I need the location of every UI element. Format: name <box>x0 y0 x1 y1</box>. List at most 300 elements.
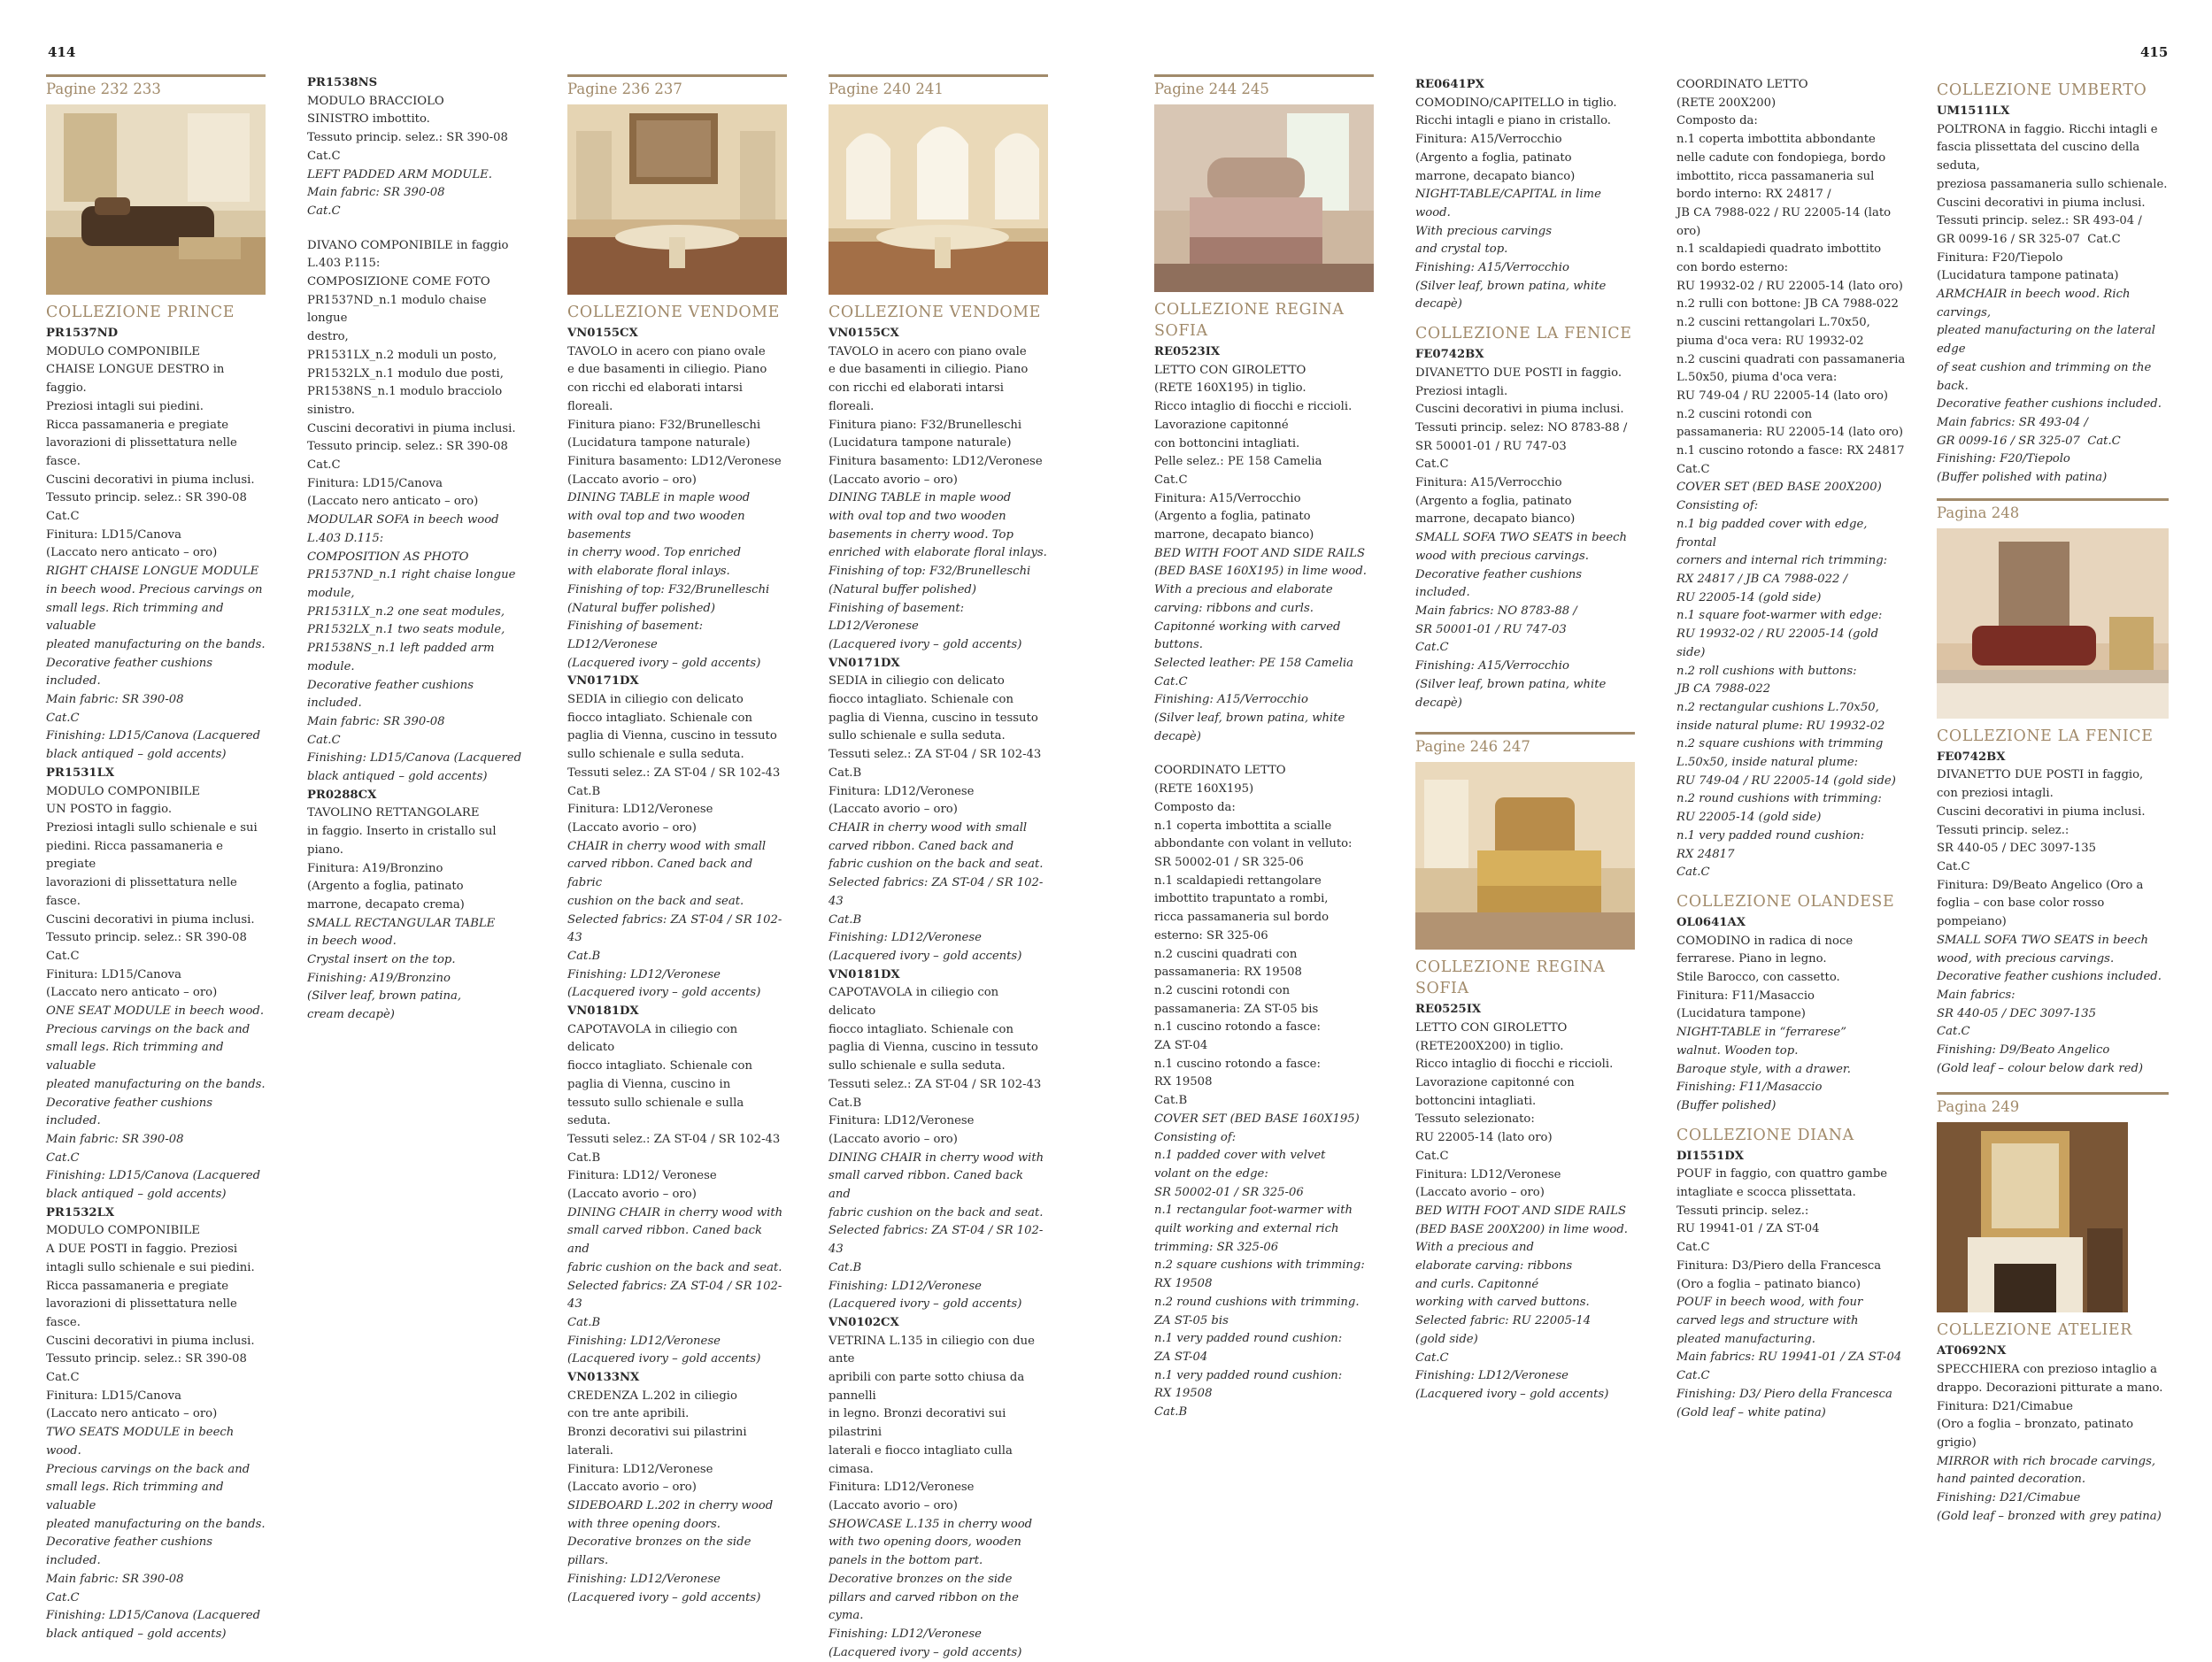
text-line: black antiqued – gold accents) <box>307 770 488 784</box>
text-line: (Argento a foglia, patinato <box>307 880 464 894</box>
text-line: SINISTRO imbottito. <box>307 112 430 127</box>
text-line: e due basamenti in ciliegio. Piano <box>567 363 767 377</box>
text-line: RX 19508 <box>1154 1387 1213 1401</box>
text-line: paglia di Vienna, cuscino in tessuto <box>829 711 1038 725</box>
text-line: carved ribbon. Caned back and fabric <box>567 858 757 890</box>
text-line: CHAISE LONGUE DESTRO in faggio. <box>46 363 228 396</box>
text-line: marrone, decapato bianco) <box>1154 528 1314 542</box>
text-line: esterno: SR 325-06 <box>1154 928 1268 943</box>
text-line: SEDIA in ciliegio con delicato <box>829 674 1005 689</box>
text-line: COVER SET (BED BASE 200X200) <box>1676 481 1882 495</box>
text-line: Finitura: A19/Bronzino <box>307 861 443 875</box>
text-line: hand painted decoration. <box>1937 1473 2086 1487</box>
text-line: PR1531LX_n.2 moduli un posto, <box>307 348 497 362</box>
text-line: JB CA 7988-022 / RU 22005-14 (lato oro) <box>1676 205 1895 238</box>
text-line: Tessuti princip. selez.: SR 493-04 / <box>1937 214 2142 228</box>
text-line: in faggio. Inserto in cristallo sul piano. <box>307 825 500 857</box>
spacer <box>307 221 527 237</box>
text-line: TAVOLINO RETTANGOLARE <box>307 806 480 820</box>
product-text <box>1676 76 1908 882</box>
text-line: (Laccato avorio – oro) <box>829 473 958 487</box>
text-line: n.1 coperta imbottita a scialle <box>1154 819 1332 833</box>
text-line: Tessuti selez.: ZA ST-04 / SR 102-43 <box>567 1132 781 1146</box>
text-line: PR1537ND_n.1 modulo chaise longue <box>307 293 490 326</box>
text-line: n.1 cuscino rotondo a fasce: RX 24817 <box>1676 444 1905 458</box>
text-line: destro, <box>307 330 349 344</box>
text-line: paglia di Vienna, cuscino in <box>567 1077 731 1091</box>
text-line: Finitura: LD15/Canova <box>46 1389 181 1403</box>
text-line: module. <box>307 659 355 673</box>
text-line: GR 0099-16 / SR 325-07 Cat.C <box>1937 232 2121 246</box>
text-line: Decorative feather cushions included. <box>46 1096 217 1128</box>
text-line: Cat.C <box>1676 1241 1710 1255</box>
text-line: RU 19932-02 / RU 22005-14 (gold side) <box>1676 627 1883 659</box>
text-line: Decorative bronzes on the side <box>829 1572 1013 1586</box>
text-line: (Gold leaf – bronzed with grey patina) <box>1937 1509 2162 1523</box>
text-line: e due basamenti in ciliegio. Piano <box>829 363 1029 377</box>
text-line: small carved ribbon. Caned back and <box>829 1169 1028 1202</box>
text-line: Tessuto princip. selez.: SR 390-08 <box>46 931 247 945</box>
column-1 <box>46 74 266 1644</box>
text-line: Finishing: F11/Masaccio <box>1676 1081 1823 1095</box>
product-text <box>829 325 1048 1662</box>
text-line: With a precious and <box>1415 1241 1534 1255</box>
text-line: apribili con parte sotto chiusa da pannelli <box>829 1371 1029 1403</box>
text-line: Cat.C <box>307 733 341 747</box>
text-line: Consisting of: <box>1676 499 1759 513</box>
text-line: Ricco intaglio di fiocchi e riccioli. <box>1154 400 1353 414</box>
text-line: (Silver leaf, brown patina, white decapè) <box>1154 712 1349 743</box>
collection-heading: COLLEZIONE VENDOME <box>829 304 1041 321</box>
text-line: (Buffer polished) <box>1676 1098 1777 1112</box>
text-line: Cat.C <box>307 149 341 163</box>
text-line: n.1 very padded round cushion: <box>1154 1368 1343 1382</box>
text-line: Finishing of basement: LD12/Veronese <box>829 601 968 634</box>
text-line: Decorative feather cushions included. <box>46 1535 217 1568</box>
text-line: (Laccato avorio – oro) <box>567 820 697 835</box>
text-line: RU 19941-01 / ZA ST-04 <box>1676 1222 1820 1236</box>
product-text <box>1676 914 1908 1116</box>
text-line: L.403 D.115: <box>307 531 384 545</box>
text-line: PR1531LX_n.2 one seat modules, <box>307 604 505 619</box>
text-line: Cat.B <box>567 1150 601 1165</box>
text-line: trimming: SR 325-06 <box>1154 1240 1279 1254</box>
text-line: Main fabrics: NO 8783-88 / <box>1415 604 1577 618</box>
text-line: MODULO COMPONIBILE <box>46 1224 200 1238</box>
product-code: VN0171DX <box>829 656 900 670</box>
text-line: (RETE 200X200) <box>1676 96 1777 110</box>
text-line: passamaneria: ZA ST-05 bis <box>1154 1002 1319 1016</box>
product-code: PR1532LX <box>46 1205 115 1220</box>
text-line: L.403 P.115: <box>307 257 381 271</box>
product-code: PR1538NS <box>307 76 378 89</box>
column-4 <box>829 74 1048 1662</box>
text-line: Finitura basamento: LD12/Veronese <box>829 454 1043 468</box>
text-line: Finitura: LD12/Veronese <box>829 1481 975 1495</box>
text-line: ZA ST-04 <box>1154 1350 1208 1364</box>
text-line: POLTRONA in faggio. Ricchi intagli e <box>1937 122 2158 136</box>
text-line: (RETE200X200) in tiglio. <box>1415 1039 1564 1053</box>
text-line: (Argento a foglia, patinato <box>1154 510 1311 524</box>
text-line: Cat.C <box>1676 866 1710 880</box>
text-line: Capitonné working with carved buttons. <box>1154 619 1345 652</box>
text-line: Tessuti selez.: ZA ST-04 / SR 102-43 Cat.B <box>829 1077 1049 1110</box>
text-line: TAVOLO in acero con piano ovale <box>567 344 766 358</box>
text-line: Cat.C <box>307 204 341 218</box>
text-line: (Lacquered ivory – gold accents) <box>567 1590 761 1604</box>
product-code: RE0523IX <box>1154 345 1221 358</box>
product-text <box>567 325 787 1607</box>
text-line: carving: ribbons and curls. <box>1154 601 1314 615</box>
product-code: VN0155CX <box>567 327 638 340</box>
text-line: Tessuti princip. selez.: <box>1937 823 2069 837</box>
text-line: Tessuti princip. selez.: <box>1676 1204 1809 1218</box>
text-line: With precious carvings <box>1415 224 1552 238</box>
text-line: Cat.B <box>567 1315 601 1329</box>
photo-bedroom-gold <box>1415 762 1635 950</box>
product-code: RE0525IX <box>1415 1003 1482 1017</box>
collection-heading: COLLEZIONE OLANDESE <box>1676 892 1895 911</box>
photo-bedroom <box>1154 104 1374 292</box>
text-line: (Argento a foglia, patinato <box>1415 494 1572 508</box>
text-line: (Lucidatura tampone naturale) <box>829 436 1012 450</box>
text-line: abbondante con volant in velluto: <box>1154 837 1353 851</box>
text-line: carved ribbon. Caned back and <box>829 839 1014 853</box>
text-line: Cat.C <box>1937 859 1970 873</box>
text-line: Cat.C <box>46 510 80 524</box>
text-line: SR 50002-01 / SR 325-06 <box>1154 1185 1304 1199</box>
collection-heading: COLLEZIONE ATELIER <box>1937 1321 2132 1340</box>
text-line: Finishing: LD12/Veronese <box>829 1627 982 1641</box>
text-line: Finishing of top: F32/Brunelleschi <box>567 582 770 596</box>
text-line: PR1537ND_n.1 right chaise longue <box>307 568 516 582</box>
text-line: n.1 scaldapiedi rettangolare <box>1154 873 1322 888</box>
text-line: (Oro a foglia – bronzato, patinato grigio) <box>1937 1418 2138 1450</box>
text-line: Ricco intaglio di fiocchi e riccioli. <box>1415 1058 1614 1072</box>
text-line: n.2 cuscini rotondi con <box>1154 983 1291 997</box>
text-line: LETTO CON GIROLETTO <box>1154 363 1306 377</box>
text-line: Cat.C <box>46 949 80 963</box>
text-line: quilt working and external rich <box>1154 1222 1339 1236</box>
text-line: Finitura: F11/Masaccio <box>1676 989 1815 1003</box>
text-line: Finishing: LD12/Veronese <box>567 1572 721 1586</box>
text-line: Finitura piano: F32/Brunelleschi <box>829 418 1022 432</box>
product-text <box>1937 103 2169 488</box>
text-line: Selected fabrics: ZA ST-04 / SR 102-43 <box>829 876 1044 908</box>
text-line: Finitura: LD12/Veronese <box>829 1114 975 1128</box>
text-line: intagli sullo schienale e sui piedini. <box>46 1260 255 1274</box>
text-line: Cuscini decorativi in piuma inclusi. <box>46 912 255 927</box>
text-line: paglia di Vienna, cuscino in tessuto <box>829 1041 1038 1055</box>
text-line: imbottito trapuntato a rombi, <box>1154 892 1329 906</box>
text-line: (Natural buffer polished) <box>829 582 976 596</box>
text-line: LEFT PADDED ARM MODULE. <box>307 167 492 181</box>
text-line: Finitura: LD15/Canova <box>46 967 181 981</box>
text-line: MODULO BRACCIOLO <box>307 94 444 108</box>
text-line: Cat.C <box>1415 641 1449 655</box>
text-line: nelle cadute con fondopiega, bordo <box>1676 150 1886 165</box>
product-text <box>1415 1001 1635 1404</box>
text-line: (Laccato avorio – oro) <box>567 473 697 487</box>
text-line: DIVANETTO DUE POSTI in faggio, <box>1937 768 2144 782</box>
photo-dining-room-windows <box>829 104 1048 295</box>
text-line: Decorative feather cushions included. <box>1415 567 1586 600</box>
page-number-left: 414 <box>48 44 76 60</box>
text-line: Cat.B <box>829 1260 862 1274</box>
text-line: Decorative feather cushions included. <box>46 656 217 689</box>
text-line: Main fabric: SR 390-08 <box>46 693 184 707</box>
product-text <box>1154 343 1374 1422</box>
text-line: (Lucidatura tampone naturale) <box>567 436 751 450</box>
text-line: SR 440-05 / DEC 3097-135 <box>1937 842 2097 856</box>
text-line: Cuscini decorativi in piuma inclusi. <box>46 473 255 487</box>
text-line: Tessuti selez.: ZA ST-04 / SR 102-43 <box>567 766 781 780</box>
text-line: con bordo esterno: <box>1676 261 1789 275</box>
text-line: Cat.B <box>1154 1094 1188 1108</box>
text-line: fiocco intagliato. Schienale con <box>829 1022 1014 1036</box>
text-line: Precious carvings on the back and <box>46 1022 250 1036</box>
collection-heading: COLLEZIONE VENDOME <box>567 304 780 321</box>
text-line: Finishing: A15/Verrocchio <box>1415 659 1569 673</box>
text-line: (Buffer polished with patina) <box>1937 471 2108 485</box>
text-line: Finitura: F20/Tiepolo <box>1937 250 2063 265</box>
text-line: in cherry wood. Top enriched <box>567 546 742 560</box>
text-line: cushion on the back and seat. <box>567 894 744 908</box>
collection-heading: COLLEZIONE DIANA <box>1676 1126 1854 1144</box>
text-line: (gold side) <box>1415 1332 1478 1346</box>
text-line: n.1 rectangular foot-warmer with <box>1154 1204 1353 1218</box>
text-line: wood with precious carvings. <box>1415 549 1589 563</box>
text-line: RU 22005-14 (lato oro) <box>1415 1131 1553 1145</box>
text-line: fiocco intagliato. Schienale con <box>567 711 752 725</box>
text-line: RU 749-04 / RU 22005-14 (lato oro) <box>1676 389 1889 403</box>
product-text <box>1937 749 2169 1079</box>
text-line: Selected leather: PE 158 Camelia <box>1154 656 1354 670</box>
text-line: Finishing: LD15/Canova (Lacquered <box>46 1609 261 1623</box>
text-line: small legs. Rich trimming and valuable <box>46 1481 227 1512</box>
text-line: Finishing: LD15/Canova (Lacquered <box>46 729 261 743</box>
text-line: (Laccato avorio – oro) <box>829 1132 958 1146</box>
text-line: n.2 round cushions with trimming. <box>1154 1295 1360 1309</box>
text-line: basements in cherry wood. Top <box>829 527 1014 542</box>
text-line: marrone, decapato bianco) <box>1415 512 1576 527</box>
text-line: lavorazioni di plissettatura nelle fasce. <box>46 876 242 908</box>
text-line: elaborate carving: ribbons <box>1415 1259 1573 1273</box>
text-line: Pelle selez.: PE 158 Camelia <box>1154 455 1322 469</box>
text-line: intagliate e scocca plissettata. <box>1676 1186 1856 1200</box>
text-line: n.2 rectangular cushions L.70x50, <box>1676 700 1879 714</box>
text-line: n.1 cuscino rotondo a fasce: <box>1154 1057 1321 1071</box>
text-line: A DUE POSTI in faggio. Preziosi <box>46 1243 238 1257</box>
text-line: (Silver leaf, brown patina, white decapè) <box>1415 677 1610 710</box>
text-line: in beech wood. Precious carvings on <box>46 582 263 596</box>
text-line: PR1532LX_n.1 modulo due posti, <box>307 366 504 381</box>
text-line: TWO SEATS MODULE in beech wood. <box>46 1426 238 1458</box>
spacer <box>1154 746 1374 762</box>
text-line: Tessuti princip. selez: NO 8783-88 / <box>1415 420 1628 435</box>
text-line: wood, with precious carvings. <box>1937 951 2115 966</box>
text-line: Cat.C <box>1154 473 1188 487</box>
text-line: fabric cushion on the back and seat. <box>829 858 1044 872</box>
text-line: (Laccato nero anticato – oro) <box>46 546 218 560</box>
text-line: Finishing: A19/Bronzino <box>307 971 451 985</box>
pagina-heading: Pagina 249 <box>1937 1092 2169 1117</box>
text-line: SMALL SOFA TWO SEATS in beech <box>1937 933 2149 947</box>
text-line: LETTO CON GIROLETTO <box>1415 1020 1568 1035</box>
collection-heading: COLLEZIONE UMBERTO <box>1937 81 2147 99</box>
text-line: Finishing: LD15/Canova (Lacquered <box>46 1169 261 1183</box>
text-line: Finitura piano: F32/Brunelleschi <box>567 418 761 432</box>
text-line: (Lacquered ivory – gold accents) <box>829 1297 1022 1312</box>
text-line: BED WITH FOOT AND SIDE RAILS <box>1154 546 1366 560</box>
product-text <box>46 325 266 1644</box>
text-line: tessuto sullo schienale e sulla seduta. <box>567 1096 748 1128</box>
text-line: BED WITH FOOT AND SIDE RAILS <box>1415 1204 1627 1218</box>
text-line: Finishing: D21/Cimabue <box>1937 1491 2081 1505</box>
text-line: RU 19932-02 / RU 22005-14 (lato oro) <box>1676 279 1903 293</box>
text-line: Finishing: A15/Verrocchio <box>1154 693 1308 707</box>
text-line: (Gold leaf – colour below dark red) <box>1937 1061 2144 1075</box>
text-line: (Laccato nero anticato – oro) <box>46 986 218 1000</box>
text-line: sullo schienale e sulla seduta. <box>567 748 744 762</box>
collection-heading: COLLEZIONE PRINCE <box>46 304 235 321</box>
text-line: ricca passamaneria sul bordo <box>1154 911 1330 925</box>
text-line: PR1532LX_n.1 two seats module, <box>307 623 505 637</box>
text-line: Finishing: D9/Beato Angelico <box>1937 1043 2110 1058</box>
text-line: in legno. Bronzi decorativi sui pilastrini <box>829 1407 1010 1440</box>
photo-chaise-longue-room <box>46 104 266 295</box>
text-line: Decorative bronzes on the side pillars. <box>567 1535 755 1568</box>
text-line: Selected fabrics: ZA ST-04 / SR 102-43 <box>567 1279 782 1312</box>
text-line: Selected fabric: RU 22005-14 <box>1415 1314 1592 1328</box>
text-line: ZA ST-05 bis <box>1154 1313 1229 1327</box>
text-line: in beech wood. <box>307 935 397 949</box>
text-line: ZA ST-04 <box>1154 1039 1208 1053</box>
text-line: passamaneria: RU 22005-14 (lato oro) <box>1676 426 1903 440</box>
text-line: Cat.C <box>46 711 80 725</box>
text-line: Selected fabrics: ZA ST-04 / SR 102-43 <box>829 1224 1044 1257</box>
text-line: Preziosi intagli sui piedini. <box>46 399 204 413</box>
text-line: Cuscini decorativi in piuma inclusi. <box>46 1334 255 1348</box>
text-line: drappo. Decorazioni pitturate a mano. <box>1937 1381 2163 1395</box>
text-line: small legs. Rich trimming and valuable <box>46 1041 227 1073</box>
text-line: Cat.C <box>1676 1369 1710 1383</box>
text-line: pleated manufacturing on the bands. <box>46 1077 266 1091</box>
text-line: Finitura: LD12/Veronese <box>567 1462 713 1476</box>
text-line: Preziosi intagli sullo schienale e sui <box>46 820 258 835</box>
text-line: COMODINO/CAPITELLO in tiglio. <box>1415 96 1617 110</box>
text-line: fabric cushion on the back and seat. <box>567 1260 782 1274</box>
column-8 <box>1937 78 2169 1526</box>
text-line: UN POSTO in faggio. <box>46 803 173 817</box>
text-line: piuma d'oca vera: RU 19932-02 <box>1676 334 1864 348</box>
text-line: RIGHT CHAISE LONGUE MODULE <box>46 565 259 579</box>
text-line: lavorazioni di plissettatura nelle fasce. <box>46 1297 242 1329</box>
photo-mirror-fireplace <box>1937 1122 2169 1312</box>
text-line: working with carved buttons. <box>1415 1296 1590 1310</box>
text-line: con tre ante apribili. <box>567 1407 690 1421</box>
text-line: Cat.B <box>567 784 601 798</box>
text-line: Finishing: LD12/Veronese <box>829 1279 982 1293</box>
text-line: Finishing: A15/Verrocchio <box>1415 261 1569 275</box>
text-line: piedini. Ricca passamaneria e pregiate <box>46 839 227 872</box>
text-line: Main fabric: SR 390-08 <box>46 1132 184 1146</box>
text-line: RX 19508 <box>1154 1277 1213 1291</box>
text-line: (Laccato avorio – oro) <box>829 1499 958 1512</box>
text-line: n.2 cuscini quadrati con <box>1154 947 1298 961</box>
product-code: PR1531LX <box>46 766 115 780</box>
column-2 <box>307 74 527 1025</box>
text-line: Cuscini decorativi in piuma inclusi. <box>1937 196 2146 210</box>
text-line: Tessuto princip. selez.: SR 390-08 <box>46 1352 247 1366</box>
text-line: Cat.B <box>567 949 601 963</box>
text-line: (BED BASE 200X200) in lime wood. <box>1415 1222 1629 1236</box>
text-line: POUF in faggio, con quattro gambe <box>1676 1167 1888 1181</box>
text-line: of seat cushion and trimming on the back. <box>1937 360 2155 393</box>
photo-dining-room <box>567 104 787 295</box>
text-line: L.50x50, inside natural plume: <box>1676 756 1859 770</box>
text-line: Tessuti selez.: ZA ST-04 / SR 102-43 Cat.B <box>829 748 1049 780</box>
text-line: DINING TABLE in maple wood <box>829 491 1012 505</box>
text-line: fiocco intagliato. Schienale con <box>567 1059 752 1073</box>
text-line: Tessuto selezionato: <box>1415 1112 1535 1127</box>
text-line: n.1 padded cover with velvet <box>1154 1149 1326 1163</box>
text-line: with elaborate floral inlays. <box>567 565 730 579</box>
text-line: Main fabrics: RU 19941-01 / ZA ST-04 <box>1676 1350 1902 1365</box>
text-line: fiocco intagliato. Schienale con <box>829 693 1014 707</box>
text-line: n.2 cuscini quadrati con passamaneria <box>1676 352 1906 366</box>
text-line: Finitura: A15/Verrocchio <box>1415 133 1562 147</box>
text-line: SEDIA in ciliegio con delicato <box>567 693 744 707</box>
text-line: RU 749-04 / RU 22005-14 (gold side) <box>1676 773 1896 788</box>
text-line: Finitura: A15/Verrocchio <box>1415 476 1562 490</box>
collection-heading: COLLEZIONE REGINA SOFIA <box>1415 958 1606 998</box>
text-line: SR 50001-01 / RU 747-03 <box>1415 622 1567 636</box>
text-line: sullo schienale e sulla seduta. <box>829 729 1006 743</box>
text-line: Cat.C <box>1154 674 1188 689</box>
text-line: CAPOTAVOLA in ciliegio con delicato <box>567 1022 742 1055</box>
product-code: PR1537ND <box>46 327 119 340</box>
text-line: Finishing: LD12/Veronese <box>567 967 721 981</box>
text-line: con preziosi intagli. <box>1937 787 2054 801</box>
text-line: fascia plissettata del cuscino della seduta, <box>1937 141 2144 173</box>
text-line: module, <box>307 586 355 600</box>
text-line: COVER SET (BED BASE 160X195) <box>1154 1112 1360 1126</box>
text-line: TAVOLO in acero con piano ovale <box>829 344 1027 358</box>
text-line: PR1538NS_n.1 modulo bracciolo sinistro. <box>307 385 506 417</box>
text-line: Finitura: D3/Piero della Francesca <box>1676 1258 1882 1273</box>
text-line: RX 24817 / JB CA 7988-022 / <box>1676 572 1848 586</box>
text-line: Tessuto princip. selez.: SR 390-08 <box>46 491 247 505</box>
text-line: Cuscini decorativi in piuma inclusi. <box>1937 804 2146 819</box>
text-line: Ricchi intagli e piano in cristallo. <box>1415 114 1611 128</box>
column-3 <box>567 74 787 1607</box>
text-line: (Silver leaf, brown patina, white decapè) <box>1415 279 1610 312</box>
text-line: Lavorazione capitonné <box>1154 418 1289 432</box>
text-line: MIRROR with rich brocade carvings, <box>1937 1454 2156 1468</box>
text-line: n.1 very padded round cushion: <box>1154 1332 1343 1346</box>
product-code: VN0102CX <box>829 1315 899 1329</box>
text-line: Cat.B <box>1154 1405 1188 1420</box>
text-line: COMODINO in radica di noce <box>1676 934 1854 948</box>
text-line: Finishing: LD12/Veronese <box>829 931 982 945</box>
product-code: UM1511LX <box>1937 104 2010 118</box>
text-line: Main fabric: SR 390-08 <box>307 714 445 728</box>
text-line: laterali e fiocco intagliato culla cimasa. <box>829 1443 1017 1476</box>
text-line: pillars and carved ribbon on the cyma. <box>829 1590 1023 1623</box>
text-line: Finishing: LD15/Canova (Lacquered <box>307 751 522 766</box>
text-line: JB CA 7988-022 <box>1676 682 1771 696</box>
